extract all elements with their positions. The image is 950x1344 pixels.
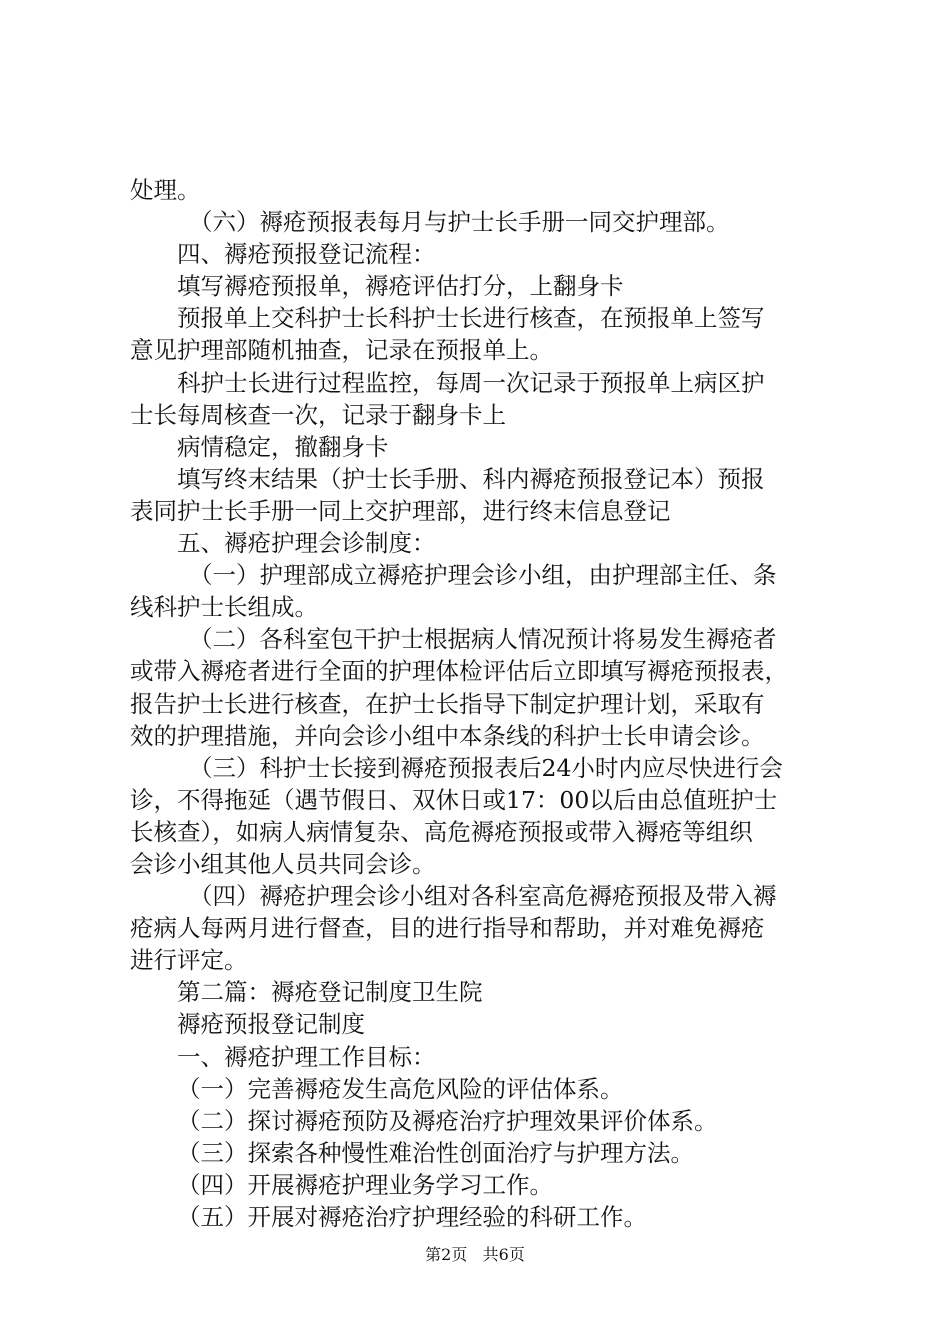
text-line: （一）护理部成立褥疮护理会诊小组，由护理部主任、条: [189, 561, 777, 590]
text-line: 进行评定。: [130, 946, 248, 975]
text-line: 报告护士长进行核查，在护士长指导下制定护理计划，采取有: [130, 689, 765, 718]
text-line: 或带入褥疮者进行全面的护理体检评估后立即填写褥疮预报表，: [130, 657, 788, 686]
document-body: [130, 174, 830, 1233]
text-line: （四）褥疮护理会诊小组对各科室高危褥疮预报及带入褥: [189, 882, 777, 911]
section-heading: 四、褥疮预报登记流程：: [177, 240, 436, 269]
section-heading: 一、褥疮护理工作目标：: [177, 1042, 436, 1071]
page-spacer: [472, 1245, 477, 1264]
text-line: 会诊小组其他人员共同会诊。: [130, 849, 436, 878]
list-item: （五）开展对褥疮治疗护理经验的科研工作。: [177, 1203, 647, 1231]
text-line: 填写褥疮预报单，褥疮评估打分，上翻身卡: [177, 272, 624, 301]
text-line: 处理。: [130, 176, 201, 204]
text-line: 病情稳定，撤翻身卡: [177, 432, 389, 461]
text-line: 疮病人每两月进行督查，目的进行指导和帮助，并对难免褥疮: [130, 914, 765, 943]
page-footer: [0, 1242, 950, 1265]
list-item: （四）开展褥疮护理业务学习工作。: [177, 1170, 553, 1199]
text-line: 长核查），如病人病情复杂、高危褥疮预报或带入褥疮等组织: [130, 817, 753, 846]
text-line: 表同护士长手册一同上交护理部，进行终末信息登记: [130, 496, 671, 525]
text-line: （三）科护士长接到褥疮预报表后24小时内应尽快进行会: [189, 753, 783, 782]
text-line: 线科护士长组成。: [130, 593, 318, 622]
text-line: 诊，不得拖延（遇节假日、双休日或17：00以后由总值班护士: [130, 785, 778, 814]
text-line: 科护士长进行过程监控，每周一次记录于预报单上病区护: [177, 368, 765, 397]
text-line: 效的护理措施，并向会诊小组中本条线的科护士长申请会诊。: [130, 721, 765, 750]
text-line: 填写终末结果（护士长手册、科内褥疮预报登记本）预报: [177, 464, 765, 493]
list-item: （三）探索各种慢性难治性创面治疗与护理方法。: [177, 1138, 694, 1167]
text-line: （六）褥疮预报表每月与护士长手册一同交护理部。: [189, 208, 730, 237]
text-line: （二）各科室包干护士根据病人情况预计将易发生褥疮者: [189, 625, 777, 654]
text-line: 预报单上交科护士长科护士长进行核查，在预报单上签写: [177, 304, 765, 333]
page-number: 第2页: [425, 1245, 468, 1264]
text-line: 士长每周核查一次，记录于翻身卡上: [130, 400, 506, 429]
text-line: 意见护理部随机抽查，记录在预报单上。: [130, 336, 553, 365]
page-total: 共6页: [482, 1245, 525, 1264]
section-heading: 五、褥疮护理会诊制度：: [177, 529, 436, 558]
section-heading: 第二篇：褥疮登记制度卫生院: [177, 978, 483, 1007]
list-item: （一）完善褥疮发生高危风险的评估体系。: [177, 1074, 624, 1103]
section-heading: 褥疮预报登记制度: [177, 1010, 365, 1039]
list-item: （二）探讨褥疮预防及褥疮治疗护理效果评价体系。: [177, 1106, 718, 1135]
